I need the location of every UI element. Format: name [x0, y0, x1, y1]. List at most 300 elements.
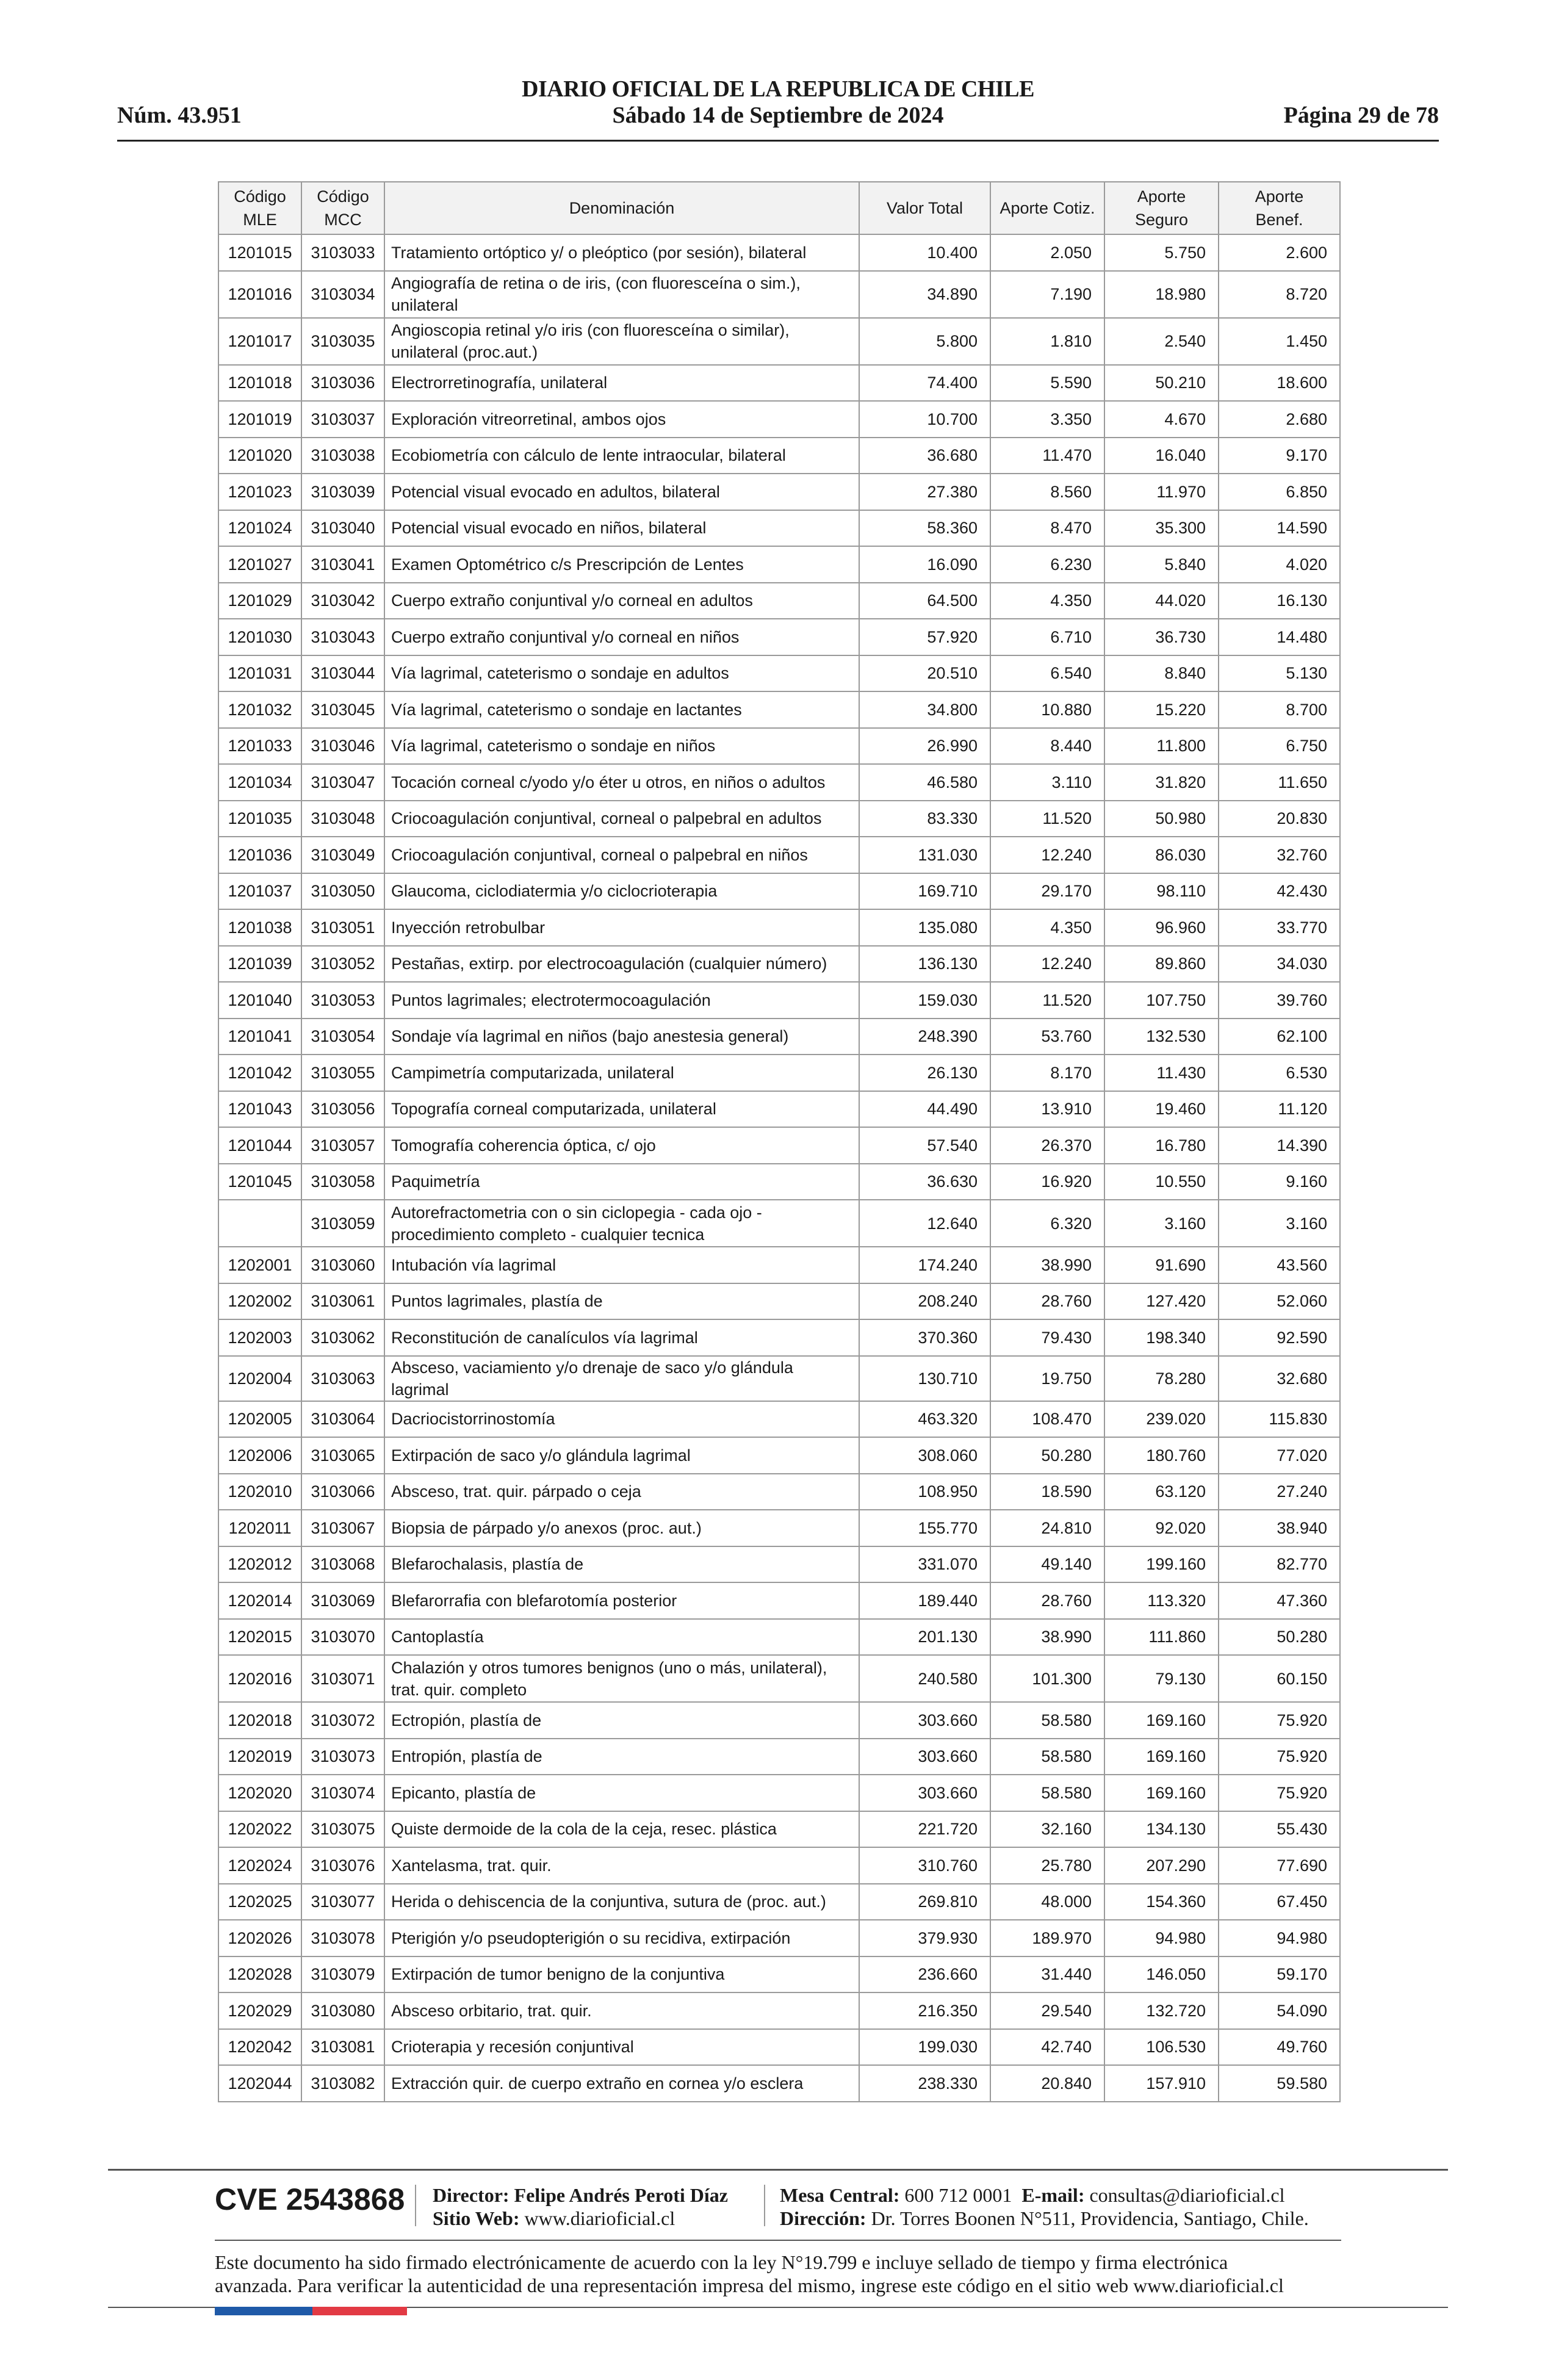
cell-aporte-cotiz: 28.760: [990, 1283, 1104, 1320]
cell-aporte-benef: 3.160: [1219, 1200, 1340, 1247]
cell-denominacion: Quiste dermoide de la cola de la ceja, resec. plástica: [384, 1811, 859, 1848]
cell-aporte-cotiz: 79.430: [990, 1319, 1104, 1356]
cell-denominacion: Chalazión y otros tumores benignos (uno o más, unilateral), trat. quir. completo: [384, 1655, 859, 1702]
cell-denominacion: Sondaje vía lagrimal en niños (bajo anestesia general): [384, 1019, 859, 1055]
cell-aporte-benef: 8.720: [1219, 271, 1340, 318]
cell-denominacion: Dacriocistorrinostomía: [384, 1401, 859, 1438]
cell-aporte-benef: 20.830: [1219, 801, 1340, 837]
director-label: Director:: [433, 2184, 510, 2206]
cell-aporte-seguro: 11.430: [1104, 1055, 1219, 1091]
cell-aporte-cotiz: 101.300: [990, 1655, 1104, 1702]
cell-denominacion: Potencial visual evocado en niños, bilateral: [384, 510, 859, 547]
cell-aporte-benef: 32.760: [1219, 837, 1340, 873]
cell-aporte-benef: 59.170: [1219, 1956, 1340, 1993]
cell-denominacion: Vía lagrimal, cateterismo o sondaje en lactantes: [384, 691, 859, 728]
cell-aporte-cotiz: 4.350: [990, 909, 1104, 946]
cell-codigo-mle: 1201041: [218, 1019, 301, 1055]
cell-aporte-seguro: 19.460: [1104, 1091, 1219, 1128]
table-row: [218, 438, 1340, 474]
cell-aporte-seguro: 239.020: [1104, 1401, 1219, 1438]
cell-aporte-seguro: 44.020: [1104, 583, 1219, 619]
table-row: [218, 1091, 1340, 1128]
cell-aporte-seguro: 10.550: [1104, 1164, 1219, 1200]
cell-codigo-mcc: 3103059: [301, 1200, 384, 1247]
cell-valor-total: 58.360: [859, 510, 990, 547]
cell-aporte-benef: 16.130: [1219, 583, 1340, 619]
cell-aporte-cotiz: 12.240: [990, 837, 1104, 873]
page-number: Página 29 de 78: [1283, 103, 1439, 128]
cell-codigo-mle: 1202016: [218, 1655, 301, 1702]
cell-denominacion: Vía lagrimal, cateterismo o sondaje en niños: [384, 728, 859, 765]
cell-aporte-seguro: 86.030: [1104, 837, 1219, 873]
cell-valor-total: 57.540: [859, 1127, 990, 1164]
cell-codigo-mle: 1202011: [218, 1510, 301, 1546]
cell-denominacion: Cantoplastía: [384, 1619, 859, 1656]
cell-aporte-seguro: 8.840: [1104, 655, 1219, 692]
cell-codigo-mcc: 3103049: [301, 837, 384, 873]
cell-aporte-benef: 4.020: [1219, 546, 1340, 583]
cell-codigo-mcc: 3103060: [301, 1247, 384, 1283]
cell-valor-total: 269.810: [859, 1884, 990, 1920]
cell-denominacion: Xantelasma, trat. quir.: [384, 1847, 859, 1884]
cell-codigo-mle: 1201044: [218, 1127, 301, 1164]
table-row: [218, 1619, 1340, 1656]
cell-aporte-benef: 94.980: [1219, 1920, 1340, 1956]
cell-aporte-benef: 75.920: [1219, 1775, 1340, 1811]
table-row: [218, 1247, 1340, 1283]
cell-denominacion: Pterigión y/o pseudopterigión o su recidiva, extirpación: [384, 1920, 859, 1956]
cell-aporte-cotiz: 11.470: [990, 438, 1104, 474]
cell-denominacion: Examen Optométrico c/s Prescripción de Lentes: [384, 546, 859, 583]
cell-codigo-mcc: 3103048: [301, 801, 384, 837]
cell-codigo-mle: 1201020: [218, 438, 301, 474]
cell-denominacion: Blefarochalasis, plastía de: [384, 1546, 859, 1583]
cell-valor-total: 199.030: [859, 2029, 990, 2066]
cell-aporte-seguro: 5.840: [1104, 546, 1219, 583]
cell-codigo-mcc: 3103045: [301, 691, 384, 728]
cell-aporte-benef: 82.770: [1219, 1546, 1340, 1583]
cell-aporte-benef: 67.450: [1219, 1884, 1340, 1920]
cell-aporte-cotiz: 6.320: [990, 1200, 1104, 1247]
cell-aporte-seguro: 11.970: [1104, 474, 1219, 510]
legal-line-1: Este documento ha sido firmado electrónicamente de acuerdo con la ley N°19.799 e incluye sellado de tiempo y firma electrónica: [215, 2251, 1228, 2273]
table-row: [218, 909, 1340, 946]
table-row: [218, 1775, 1340, 1811]
cell-aporte-seguro: 132.530: [1104, 1019, 1219, 1055]
cell-codigo-mle: 1201040: [218, 982, 301, 1019]
cell-codigo-mcc: 3103047: [301, 764, 384, 801]
cell-aporte-benef: 34.030: [1219, 946, 1340, 983]
cell-aporte-cotiz: 38.990: [990, 1619, 1104, 1656]
cell-valor-total: 208.240: [859, 1283, 990, 1320]
cell-denominacion: Ectropión, plastía de: [384, 1702, 859, 1739]
cell-codigo-mle: 1202015: [218, 1619, 301, 1656]
cell-codigo-mcc: 3103062: [301, 1319, 384, 1356]
cell-aporte-benef: 42.430: [1219, 873, 1340, 910]
cell-denominacion: Inyección retrobulbar: [384, 909, 859, 946]
issue-date: Sábado 14 de Septiembre de 2024: [612, 103, 944, 128]
cell-aporte-benef: 77.690: [1219, 1847, 1340, 1884]
cell-codigo-mle: 1201023: [218, 474, 301, 510]
table-row: [218, 764, 1340, 801]
cell-aporte-benef: 54.090: [1219, 1992, 1340, 2029]
cell-aporte-benef: 9.160: [1219, 1164, 1340, 1200]
cell-aporte-seguro: 2.540: [1104, 318, 1219, 365]
cell-aporte-seguro: 36.730: [1104, 619, 1219, 655]
table-row: [218, 1546, 1340, 1583]
cell-aporte-seguro: 35.300: [1104, 510, 1219, 547]
cell-codigo-mcc: 3103069: [301, 1582, 384, 1619]
cell-codigo-mle: 1201030: [218, 619, 301, 655]
cell-codigo-mcc: 3103074: [301, 1775, 384, 1811]
cell-codigo-mle: 1202014: [218, 1582, 301, 1619]
table-row: [218, 318, 1340, 365]
cell-denominacion: Blefarorrafia con blefarotomía posterior: [384, 1582, 859, 1619]
cell-aporte-seguro: 50.210: [1104, 365, 1219, 402]
cell-aporte-cotiz: 3.110: [990, 764, 1104, 801]
cell-valor-total: 248.390: [859, 1019, 990, 1055]
cell-aporte-benef: 43.560: [1219, 1247, 1340, 1283]
table-row: [218, 1356, 1340, 1401]
cell-valor-total: 463.320: [859, 1401, 990, 1438]
cell-valor-total: 174.240: [859, 1247, 990, 1283]
cell-denominacion: Angioscopia retinal y/o iris (con fluoresceína o similar), unilateral (proc.aut.): [384, 318, 859, 365]
cell-valor-total: 310.760: [859, 1847, 990, 1884]
cell-valor-total: 10.700: [859, 401, 990, 438]
cell-valor-total: 10.400: [859, 234, 990, 271]
cell-valor-total: 26.990: [859, 728, 990, 765]
cell-aporte-cotiz: 7.190: [990, 271, 1104, 318]
cell-denominacion: Potencial visual evocado en adultos, bilateral: [384, 474, 859, 510]
cell-aporte-benef: 6.530: [1219, 1055, 1340, 1091]
cell-aporte-benef: 14.390: [1219, 1127, 1340, 1164]
table-row: [218, 619, 1340, 655]
cell-aporte-seguro: 154.360: [1104, 1884, 1219, 1920]
cell-codigo-mcc: 3103070: [301, 1619, 384, 1656]
cell-codigo-mcc: 3103066: [301, 1474, 384, 1510]
cell-valor-total: 130.710: [859, 1356, 990, 1401]
cell-valor-total: 57.920: [859, 619, 990, 655]
cell-aporte-cotiz: 42.740: [990, 2029, 1104, 2066]
table-row: [218, 837, 1340, 873]
cell-aporte-seguro: 207.290: [1104, 1847, 1219, 1884]
cell-valor-total: 303.660: [859, 1739, 990, 1775]
cell-codigo-mle: 1201033: [218, 728, 301, 765]
cell-codigo-mle: 1201035: [218, 801, 301, 837]
cell-aporte-benef: 6.850: [1219, 474, 1340, 510]
cell-aporte-seguro: 169.160: [1104, 1702, 1219, 1739]
cell-codigo-mcc: 3103040: [301, 510, 384, 547]
cell-codigo-mcc: 3103046: [301, 728, 384, 765]
cell-denominacion: Angiografía de retina o de iris, (con fluoresceína o sim.), unilateral: [384, 271, 859, 318]
table-row: [218, 1582, 1340, 1619]
cell-aporte-cotiz: 12.240: [990, 946, 1104, 983]
cell-codigo-mcc: 3103061: [301, 1283, 384, 1320]
cell-codigo-mle: 1201038: [218, 909, 301, 946]
table-row: [218, 1200, 1340, 1247]
cell-codigo-mle: 1201043: [218, 1091, 301, 1128]
table-row: [218, 801, 1340, 837]
col-header-aporte-benef: Aporte Benef.: [1219, 182, 1340, 234]
cell-codigo-mle: 1201037: [218, 873, 301, 910]
cell-codigo-mle: 1201034: [218, 764, 301, 801]
issue-number: Núm. 43.951: [117, 103, 242, 128]
cell-aporte-cotiz: 8.440: [990, 728, 1104, 765]
cell-aporte-cotiz: 6.710: [990, 619, 1104, 655]
cell-denominacion: Epicanto, plastía de: [384, 1775, 859, 1811]
cell-valor-total: 16.090: [859, 546, 990, 583]
cell-valor-total: 20.510: [859, 655, 990, 692]
cell-denominacion: Ecobiometría con cálculo de lente intraocular, bilateral: [384, 438, 859, 474]
cell-denominacion: Reconstitución de canalículos vía lagrimal: [384, 1319, 859, 1356]
table-row: [218, 1956, 1340, 1993]
table-row: [218, 234, 1340, 271]
cell-valor-total: 5.800: [859, 318, 990, 365]
table-row: [218, 1510, 1340, 1546]
cell-denominacion: Vía lagrimal, cateterismo o sondaje en adultos: [384, 655, 859, 692]
table-row: [218, 1992, 1340, 2029]
cell-codigo-mle: 1201019: [218, 401, 301, 438]
cell-denominacion: Glaucoma, ciclodiatermia y/o ciclocrioterapia: [384, 873, 859, 910]
email-link[interactable]: consultas@diarioficial.cl: [1089, 2184, 1285, 2206]
cell-valor-total: 83.330: [859, 801, 990, 837]
table-row: [218, 1401, 1340, 1438]
cell-codigo-mcc: 3103057: [301, 1127, 384, 1164]
cell-aporte-benef: 75.920: [1219, 1739, 1340, 1775]
cell-denominacion: Extirpación de saco y/o glándula lagrimal: [384, 1437, 859, 1474]
cell-codigo-mcc: 3103041: [301, 546, 384, 583]
cell-codigo-mcc: 3103033: [301, 234, 384, 271]
fee-table: [218, 181, 1341, 2102]
cell-aporte-seguro: 91.690: [1104, 1247, 1219, 1283]
cell-valor-total: 26.130: [859, 1055, 990, 1091]
cell-denominacion: Absceso orbitario, trat. quir.: [384, 1992, 859, 2029]
cell-aporte-benef: 2.600: [1219, 234, 1340, 271]
cell-aporte-cotiz: 25.780: [990, 1847, 1104, 1884]
cell-aporte-cotiz: 8.560: [990, 474, 1104, 510]
cell-aporte-cotiz: 24.810: [990, 1510, 1104, 1546]
cell-codigo-mcc: 3103067: [301, 1510, 384, 1546]
footer-separator: [764, 2185, 765, 2226]
cell-aporte-cotiz: 16.920: [990, 1164, 1104, 1200]
table-row: [218, 1884, 1340, 1920]
cell-codigo-mle: 1201027: [218, 546, 301, 583]
cell-codigo-mle: [218, 1200, 301, 1247]
cell-codigo-mcc: 3103058: [301, 1164, 384, 1200]
cell-denominacion: Tocación corneal c/yodo y/o éter u otros, en niños o adultos: [384, 764, 859, 801]
cell-aporte-cotiz: 48.000: [990, 1884, 1104, 1920]
cell-valor-total: 169.710: [859, 873, 990, 910]
cell-codigo-mle: 1201017: [218, 318, 301, 365]
cell-codigo-mcc: 3103034: [301, 271, 384, 318]
table-row: [218, 982, 1340, 1019]
cell-aporte-cotiz: 18.590: [990, 1474, 1104, 1510]
table-row: [218, 1655, 1340, 1702]
cell-aporte-cotiz: 58.580: [990, 1702, 1104, 1739]
flag-bar-blue: [215, 2307, 312, 2315]
cell-aporte-seguro: 169.160: [1104, 1739, 1219, 1775]
cell-valor-total: 36.630: [859, 1164, 990, 1200]
cell-valor-total: 36.680: [859, 438, 990, 474]
cell-valor-total: 201.130: [859, 1619, 990, 1656]
cell-codigo-mcc: 3103039: [301, 474, 384, 510]
cell-aporte-cotiz: 8.170: [990, 1055, 1104, 1091]
cell-codigo-mle: 1201015: [218, 234, 301, 271]
cell-aporte-cotiz: 1.810: [990, 318, 1104, 365]
cell-denominacion: Exploración vitreorretinal, ambos ojos: [384, 401, 859, 438]
cell-codigo-mcc: 3103056: [301, 1091, 384, 1128]
cell-aporte-benef: 39.760: [1219, 982, 1340, 1019]
cve-code: CVE 2543868: [215, 2182, 405, 2216]
cell-aporte-cotiz: 3.350: [990, 401, 1104, 438]
cell-aporte-cotiz: 31.440: [990, 1956, 1104, 1993]
cell-aporte-benef: 59.580: [1219, 2065, 1340, 2102]
cell-denominacion: Herida o dehiscencia de la conjuntiva, sutura de (proc. aut.): [384, 1884, 859, 1920]
cell-codigo-mle: 1201045: [218, 1164, 301, 1200]
col-header-denominacion: Denominación: [384, 182, 859, 234]
cell-denominacion: Puntos lagrimales, plastía de: [384, 1283, 859, 1320]
table-row: [218, 474, 1340, 510]
table-row: [218, 546, 1340, 583]
cell-denominacion: Entropión, plastía de: [384, 1739, 859, 1775]
cell-valor-total: 44.490: [859, 1091, 990, 1128]
web-link[interactable]: www.diarioficial.cl: [524, 2207, 675, 2229]
cell-denominacion: Tomografía coherencia óptica, c/ ojo: [384, 1127, 859, 1164]
cell-valor-total: 74.400: [859, 365, 990, 402]
cell-valor-total: 240.580: [859, 1655, 990, 1702]
cell-aporte-cotiz: 13.910: [990, 1091, 1104, 1128]
cell-aporte-benef: 8.700: [1219, 691, 1340, 728]
cell-codigo-mle: 1202044: [218, 2065, 301, 2102]
cell-aporte-benef: 50.280: [1219, 1619, 1340, 1656]
cell-codigo-mle: 1202028: [218, 1956, 301, 1993]
cell-aporte-seguro: 106.530: [1104, 2029, 1219, 2066]
cell-denominacion: Cuerpo extraño conjuntival y/o corneal en adultos: [384, 583, 859, 619]
cell-denominacion: Biopsia de párpado y/o anexos (proc. aut.): [384, 1510, 859, 1546]
cell-codigo-mcc: 3103076: [301, 1847, 384, 1884]
publication-title: DIARIO OFICIAL DE LA REPUBLICA DE CHILE: [522, 76, 1034, 102]
cell-valor-total: 159.030: [859, 982, 990, 1019]
cell-aporte-seguro: 92.020: [1104, 1510, 1219, 1546]
cell-codigo-mle: 1202025: [218, 1884, 301, 1920]
footer-rule-middle: [215, 2240, 1341, 2241]
cell-denominacion: Puntos lagrimales; electrotermocoagulación: [384, 982, 859, 1019]
col-header-aporte-cotiz: Aporte Cotiz.: [990, 182, 1104, 234]
cell-codigo-mle: 1202002: [218, 1283, 301, 1320]
cell-aporte-seguro: 132.720: [1104, 1992, 1219, 2029]
cell-valor-total: 379.930: [859, 1920, 990, 1956]
cell-aporte-benef: 27.240: [1219, 1474, 1340, 1510]
cell-denominacion: Extirpación de tumor benigno de la conjuntiva: [384, 1956, 859, 1993]
cell-codigo-mle: 1202012: [218, 1546, 301, 1583]
table-row: [218, 873, 1340, 910]
cell-aporte-cotiz: 11.520: [990, 801, 1104, 837]
cell-codigo-mle: 1202026: [218, 1920, 301, 1956]
table-row: [218, 510, 1340, 547]
cell-aporte-seguro: 11.800: [1104, 728, 1219, 765]
cell-aporte-seguro: 98.110: [1104, 873, 1219, 910]
cell-aporte-benef: 115.830: [1219, 1401, 1340, 1438]
cell-codigo-mle: 1202010: [218, 1474, 301, 1510]
cell-codigo-mle: 1202022: [218, 1811, 301, 1848]
cell-valor-total: 34.800: [859, 691, 990, 728]
table-row: [218, 655, 1340, 692]
cell-aporte-cotiz: 10.880: [990, 691, 1104, 728]
cell-denominacion: Criocoagulación conjuntival, corneal o palpebral en niños: [384, 837, 859, 873]
col-header-codigo-mle: Código MLE: [218, 182, 301, 234]
cell-denominacion: Pestañas, extirp. por electrocoagulación (cualquier número): [384, 946, 859, 983]
table-row: [218, 946, 1340, 983]
table-row: [218, 1283, 1340, 1320]
cell-codigo-mle: 1202024: [218, 1847, 301, 1884]
cell-aporte-cotiz: 58.580: [990, 1775, 1104, 1811]
cell-aporte-seguro: 157.910: [1104, 2065, 1219, 2102]
cell-codigo-mle: 1202018: [218, 1702, 301, 1739]
cell-aporte-seguro: 18.980: [1104, 271, 1219, 318]
cell-denominacion: Criocoagulación conjuntival, corneal o palpebral en adultos: [384, 801, 859, 837]
director-name: Felipe Andrés Peroti Díaz: [514, 2184, 728, 2206]
cell-aporte-benef: 14.480: [1219, 619, 1340, 655]
cell-valor-total: 34.890: [859, 271, 990, 318]
table-row: [218, 583, 1340, 619]
cell-valor-total: 46.580: [859, 764, 990, 801]
cell-aporte-seguro: 169.160: [1104, 1775, 1219, 1811]
cell-codigo-mle: 1202003: [218, 1319, 301, 1356]
footer-separator: [415, 2185, 416, 2226]
cell-aporte-benef: 5.130: [1219, 655, 1340, 692]
cell-aporte-benef: 75.920: [1219, 1702, 1340, 1739]
cell-codigo-mcc: 3103068: [301, 1546, 384, 1583]
cell-valor-total: 189.440: [859, 1582, 990, 1619]
table-row: [218, 1739, 1340, 1775]
cell-codigo-mcc: 3103078: [301, 1920, 384, 1956]
table-row: [218, 1920, 1340, 1956]
table-row: [218, 691, 1340, 728]
cell-codigo-mcc: 3103036: [301, 365, 384, 402]
cell-aporte-seguro: 199.160: [1104, 1546, 1219, 1583]
cell-codigo-mle: 1201032: [218, 691, 301, 728]
table-row: [218, 401, 1340, 438]
cell-codigo-mle: 1201039: [218, 946, 301, 983]
cell-valor-total: 221.720: [859, 1811, 990, 1848]
cell-aporte-seguro: 111.860: [1104, 1619, 1219, 1656]
cell-aporte-cotiz: 11.520: [990, 982, 1104, 1019]
cell-denominacion: Extracción quir. de cuerpo extraño en cornea y/o esclera: [384, 2065, 859, 2102]
cell-denominacion: Absceso, trat. quir. párpado o ceja: [384, 1474, 859, 1510]
table-row: [218, 365, 1340, 402]
cell-aporte-cotiz: 26.370: [990, 1127, 1104, 1164]
table-row: [218, 1811, 1340, 1848]
cell-aporte-cotiz: 29.540: [990, 1992, 1104, 2029]
cell-codigo-mcc: 3103035: [301, 318, 384, 365]
cell-denominacion: Paquimetría: [384, 1164, 859, 1200]
cell-aporte-benef: 14.590: [1219, 510, 1340, 547]
cell-aporte-benef: 60.150: [1219, 1655, 1340, 1702]
table-row: [218, 728, 1340, 765]
cell-aporte-cotiz: 4.350: [990, 583, 1104, 619]
cell-valor-total: 136.130: [859, 946, 990, 983]
cell-valor-total: 238.330: [859, 2065, 990, 2102]
cell-aporte-seguro: 78.280: [1104, 1356, 1219, 1401]
footer-contact-block: [780, 2183, 1309, 2230]
table-row: [218, 1319, 1340, 1356]
cell-aporte-seguro: 16.040: [1104, 438, 1219, 474]
cell-aporte-seguro: 5.750: [1104, 234, 1219, 271]
cell-codigo-mle: 1202019: [218, 1739, 301, 1775]
cell-aporte-benef: 77.020: [1219, 1437, 1340, 1474]
cell-codigo-mcc: 3103044: [301, 655, 384, 692]
cell-codigo-mle: 1201016: [218, 271, 301, 318]
